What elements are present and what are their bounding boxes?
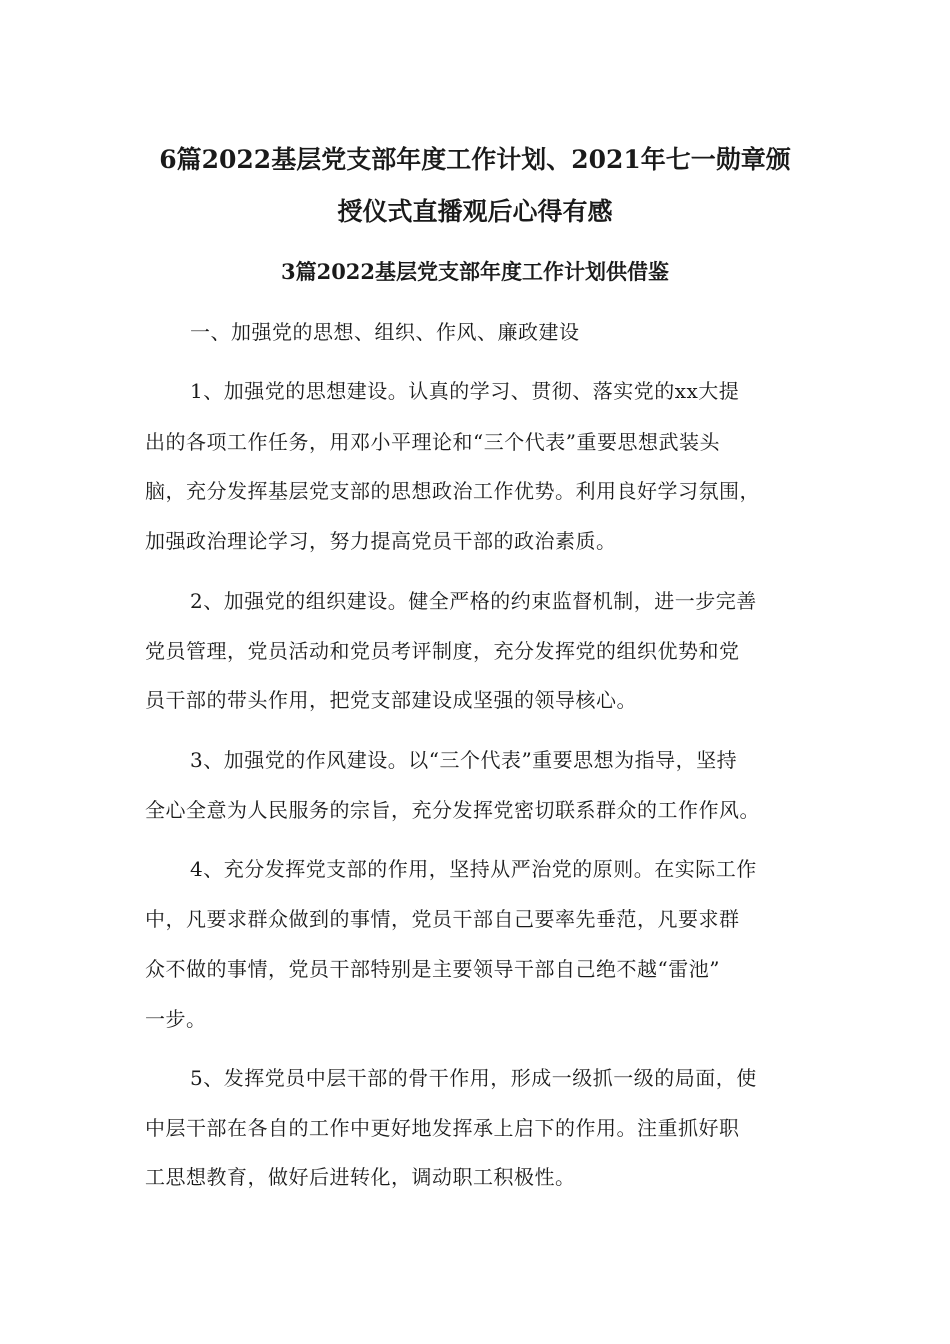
paragraph-4-line-2: 中，凡要求群众做到的事情，党员干部自己要率先垂范，凡要求群 <box>145 907 740 931</box>
document-title-line-1: 6篇2022基层党支部年度工作计划、2021年七一勋章颁 <box>159 145 791 174</box>
document-title-line-2: 授仪式直播观后心得有感 <box>337 197 613 226</box>
paragraph-4-line-4: 一步。 <box>145 1007 207 1031</box>
paragraph-1-line-4: 加强政治理论学习，努力提高党员干部的政治素质。 <box>145 529 617 553</box>
paragraph-2-line-2: 党员管理，党员活动和党员考评制度，充分发挥党的组织优势和党 <box>145 639 740 663</box>
paragraph-3-line-2: 全心全意为人民服务的宗旨，充分发挥党密切联系群众的工作作风。 <box>145 798 760 822</box>
paragraph-1-line-2: 出的各项工作任务，用邓小平理论和“三个代表”重要思想武装头 <box>145 430 720 454</box>
paragraph-1-line-1: 1、加强党的思想建设。认真的学习、贯彻、落实党的xx大提 <box>190 379 740 403</box>
paragraph-3-line-1: 3、加强党的作风建设。以“三个代表”重要思想为指导，坚持 <box>190 748 738 772</box>
paragraph-1-line-3: 脑，充分发挥基层党支部的思想政治工作优势。利用良好学习氛围， <box>145 479 760 503</box>
paragraph-5-line-3: 工思想教育，做好后进转化，调动职工积极性。 <box>145 1165 576 1189</box>
document-subtitle: 3篇2022基层党支部年度工作计划供借鉴 <box>280 259 670 284</box>
paragraph-5-line-1: 5、发挥党员中层干部的骨干作用，形成一级抓一级的局面，使 <box>190 1066 757 1090</box>
paragraph-4-line-3: 众不做的事情，党员干部特别是主要领导干部自己绝不越“雷池” <box>145 957 720 981</box>
paragraph-2-line-1: 2、加强党的组织建设。健全严格的约束监督机制，进一步完善 <box>190 589 757 613</box>
paragraph-4-line-1: 4、充分发挥党支部的作用，坚持从严治党的原则。在实际工作 <box>190 857 757 881</box>
paragraph-5-line-2: 中层干部在各自的工作中更好地发挥承上启下的作用。注重抓好职 <box>145 1116 740 1140</box>
paragraph-2-line-3: 员干部的带头作用，把党支部建设成坚强的领导核心。 <box>145 688 637 712</box>
section-heading: 一、加强党的思想、组织、作风、廉政建设 <box>190 320 580 344</box>
